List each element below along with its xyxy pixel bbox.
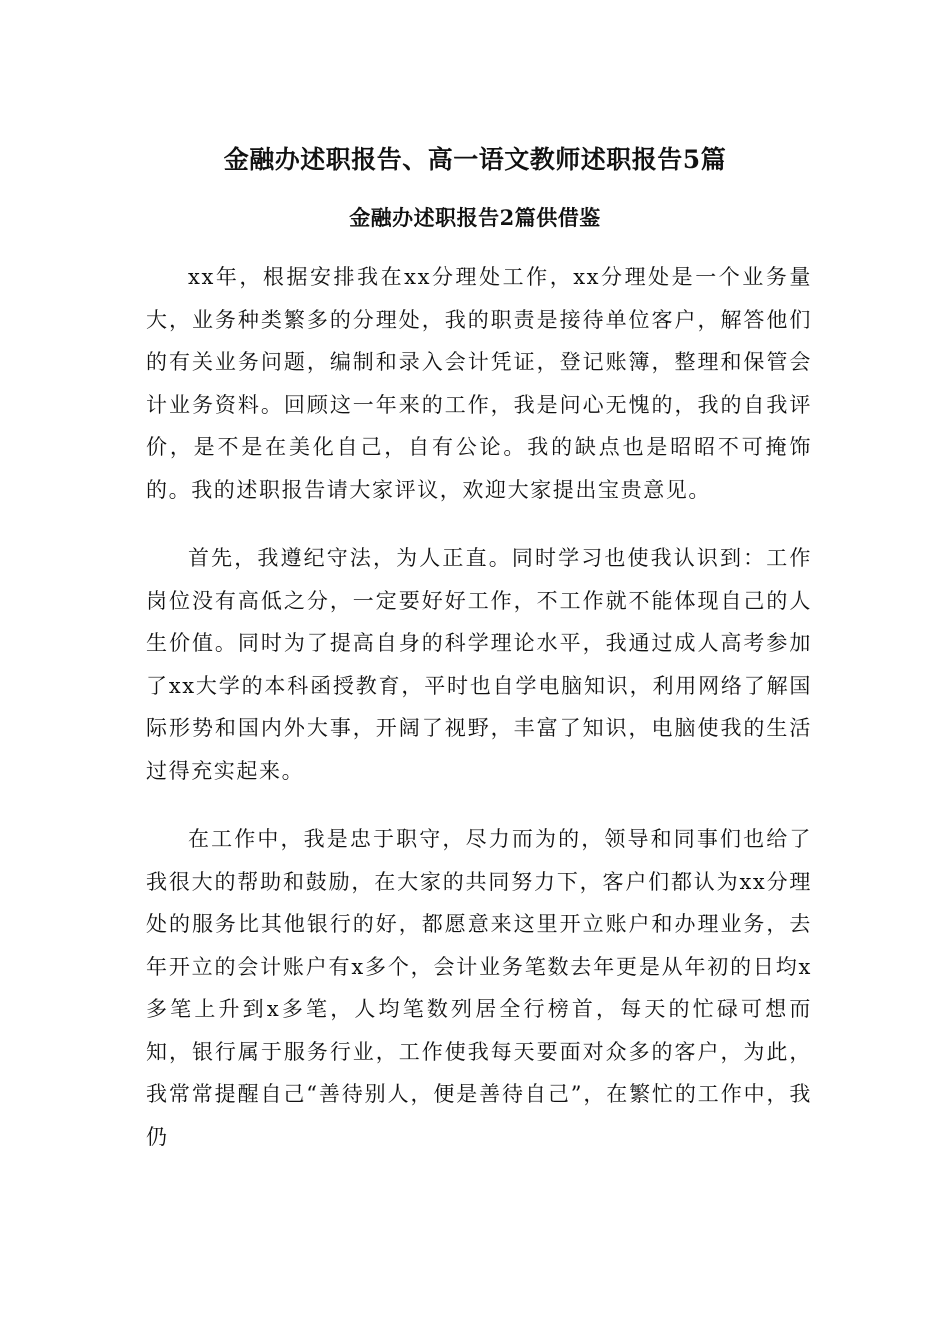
paragraph-1: xx年，根据安排我在xx分理处工作，xx分理处是一个业务量大，业务种类繁多的分理处，我的职责是接待单位客户，解答他们的有关业务问题，编制和录入会计凭证，登记账簿，整理和保管会计业务资料。回顾这一年来的工作，我是问心无愧的，我的自我评价，是不是在美化自己，自有公论。我的缺点也是昭昭不可掩饰的。我的述职报告请大家评议，欢迎大家提出宝贵意见。 xyxy=(146,265,812,502)
document-subtitle: 金融办述职报告2篇供借鉴 xyxy=(349,205,601,230)
paragraph-2: 首先，我遵纪守法，为人正直。同时学习也使我认识到：工作岗位没有高低之分，一定要好好工作，不工作就不能体现自己的人生价值。同时为了提高自身的科学理论水平，我通过成人高考参加了xx大学的本科函授教育，平时也自学电脑知识，利用网络了解国际形势和国内外大事，开阔了视野，丰富了知识，电脑使我的生活过得充实起来。 xyxy=(146,546,812,783)
document-body xyxy=(146,256,812,1184)
paragraph-3: 在工作中，我是忠于职守，尽力而为的，领导和同事们也给了我很大的帮助和鼓励，在大家的共同努力下，客户们都认为xx分理处的服务比其他银行的好，都愿意来这里开立账户和办理业务，去年开立的会计账户有x多个，会计业务笔数去年更是从年初的日均x多笔上升到x多笔，人均笔数列居全行榜首，每天的忙碌可想而知，银行属于服务行业，工作使我每天要面对众多的客户，为此，我常常提醒自己“善待别人，便是善待自己”，在繁忙的工作中，我仍 xyxy=(146,827,812,1149)
document-title: 金融办述职报告、高一语文教师述职报告5篇 xyxy=(223,145,727,174)
